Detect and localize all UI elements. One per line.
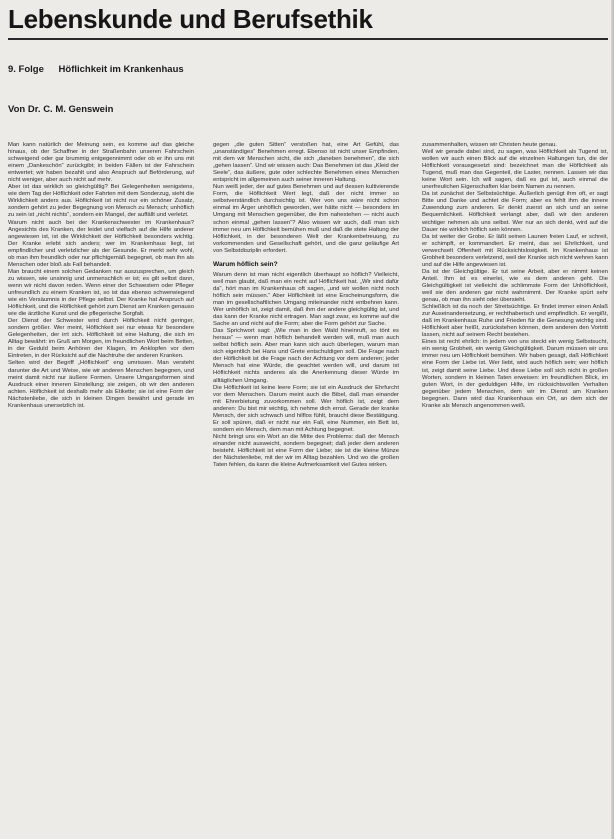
paragraph: Da ist weiter der Grobe. Er läßt seinen Launen freien Lauf, er schreit, er schimpft, er kommandiert. Er meint, das sei Ehrlichkeit, und verwechselt Offenheit mit Rücksichtslosigkeit. Im Krankenhaus ist Grobheit besonders verletzend, weil der Kranke sich nicht wehren kann und auf die Hilfe angewiesen ist. — [422, 233, 608, 268]
paragraph: Die Höflichkeit ist keine leere Form; sie ist ein Ausdruck der Ehrfurcht vor dem Menschen. Darum meint auch die Bibel, daß man einander mit Ehrerbietung zuvorkommen soll. Wer höflich ist, zeigt dem anderen: Du bist mir wichtig, ich nehme dich ernst. Gerade der kranke Mensch, der sich schwach und hilflos fühlt, braucht diese Bestätigung. Er soll spüren, daß er nicht nur ein Fall, eine Nummer, ein Bett ist, sondern ein Mensch, dem man mit Achtung begegnet. — [213, 384, 399, 433]
paragraph: Nun weiß jeder, der auf gutes Benehmen und auf dessen kultivierende Form, die Höflichkeit Wert legt, daß der nicht immer so selbstverständlich durchsichtig ist. Wer von uns wäre nicht schon einmal im Ärger unhöflich geworden, wer hätte nicht — besonders im Umgang mit Menschen gegenüber, die ihm nahestehen — nicht auch schon einmal „gehen lassen“? Also wissen wir auch, daß man sich immer neu um Höflichkeit bemühen muß und daß die stete Haltung der Höflichkeit, in der besonderen Welt der Krankenbetreuung, zu vorkommenden und Gesellschaft gehört, und die ganz geläufige Art von Selbstdisziplin erfordert. — [213, 184, 399, 254]
paragraph: Der Dienst der Schwester wird durch Höflichkeit nicht geringer, sondern größer. Wer meint, Höflichkeit sei nur etwas für besondere Gelegenheiten, der irrt sich. Höflichkeit ist eine Haltung, die sich im Alltag bewährt: im Gruß am Morgen, im freundlichen Wort beim Betten, in der Geduld beim Anhören der Klagen, im Anklopfen vor dem Eintreten, in der Rücksicht auf die Nachtruhe der anderen Kranken. — [8, 318, 194, 360]
paragraph: Selten wird der Begriff „Höflichkeit“ eng umrissen. Man versteht darunter die Art und Weise, wie wir anderen Menschen begegnen, und meint damit nicht nur äußere Formen. Unsere Umgangsformen sind Ausdruck einer inneren Einstellung; sie zeigen, ob wir den anderen achten. Höflichkeit ist deshalb mehr als Etikette; sie ist eine Form der Nächstenliebe, die sich in kleinen Dingen bewährt und gerade im Krankenhaus unersetzlich ist. — [8, 360, 194, 409]
paragraph: Man kann natürlich der Meinung sein, es komme auf das gleiche hinaus, ob der Schaffner in der Straßenbahn unseren Fahrschein schweigend oder gar brummig entgegennimmt oder ob er ihn uns mit einem „Dankeschön“ zurückgibt; in beiden Fällen ist der Fahrschein entwertet; wir haben bezahlt und also Anspruch auf Beförderung, auf nicht weniger, aber auch nicht auf mehr. — [8, 142, 194, 184]
article-subtitle — [8, 64, 196, 75]
paragraph: Warum nicht auch bei der Krankenschwester im Krankenhaus? Angesichts des Kranken, der leidet und vielfach auf die Hilfe anderer angewiesen ist, ist die Wirklichkeit der Höflichkeit besonders wichtig. Der Kranke erlebt sich anders; wer im Krankenhaus liegt, ist empfindlicher und verletzlicher als der Gesunde. Er merkt sehr wohl, ob man ihm freundlich oder nur pflichtgemäß begegnet, ob man ihn als Menschen oder bloß als Fall behandelt. — [8, 219, 194, 268]
paragraph: Das Sprichwort sagt: „Wie man in den Wald hineinruft, so tönt es heraus“ — wenn man höflich behandelt werden will, muß man auch selbst höflich sein. Aber man kann sich auch überlegen, warum man sich eigentlich bei Hans und Grete entschuldigen soll. Die Frage nach der Höflichkeit ist die Frage nach der Achtung vor dem anderen; jeder Mensch hat eine Würde, die geachtet werden will, und darum ist Höflichkeit nichts anderes als die Anerkennung dieser Würde im alltäglichen Umgang. — [213, 328, 399, 384]
series-topic: Höflichkeit im Krankenhaus — [58, 64, 184, 75]
paragraph: Eines ist recht ehrlich: in jedem von uns steckt ein wenig Selbstsucht, ein wenig Grobheit, ein wenig Gleichgültigkeit. Darum müssen wir uns immer neu um Höflichkeit bemühen. Wir haben gesagt, daß Höflichkeit eine Form der Liebe ist. Wer liebt, wird auch höflich sein; wer höflich ist, zeigt damit seine Liebe. Und diese Liebe soll sich nicht in großen Worten, sondern in kleinen Taten erweisen: im freundlichen Blick, im guten Wort, in der geduldigen Hilfe, im rücksichtsvollen Verhalten gegenüber jedem Menschen, dem wir im Dienst am Kranken begegnen. Dann wird das Krankenhaus ein Ort, an dem sich der Kranke als Mensch angenommen weiß. — [422, 339, 608, 409]
paragraph: Schließlich ist da noch der Streitsüchtige. Er findet immer einen Anlaß zur Auseinandersetzung, er rechthaberisch und empfindlich. Er vergißt, daß im Krankenhaus Ruhe und Frieden für die Genesung wichtig sind. Höflichkeit aber heißt, zurückstehen können, dem anderen den Vortritt lassen, nicht auf seinem Recht bestehen. — [422, 304, 608, 339]
paragraph: Nicht bringt uns ein Wort an die Mitte des Problems: daß der Mensch einander nicht ausweicht, sondern begegnet; daß jeder dem anderen beisteht. Höflichkeit ist eine Form der Liebe; sie ist die kleine Münze der Nächstenliebe, mit der wir im Alltag bezahlen. Und wo die großen Taten fehlen, da kann die kleine Aufmerksamkeit viel Gutes wirken. — [213, 433, 399, 469]
paragraph: Da ist der Gleichgültige. Er tut seine Arbeit, aber er nimmt keinen Anteil. Ihm ist es einerlei, wie es dem anderen geht. Die Gleichgültigkeit ist vielleicht die schlimmste Form der Unhöflichkeit, weil sie den anderen gar nicht wahrnimmt. Der Kranke spürt sehr genau, ob man ihn sieht oder übersieht. — [422, 268, 608, 304]
column-3 — [422, 142, 608, 834]
column-1 — [8, 142, 194, 834]
paragraph: zusammenhalten, wissen wir Christen heute genau. — [422, 142, 557, 148]
author-byline: Von Dr. C. M. Genswein — [8, 104, 114, 115]
article-body — [8, 142, 608, 834]
paragraph: Aber ist das wirklich so gleichgültig? Bei Gelegenheiten wenigstens, wie dem Tag der Höflichkeit oder Fahrten mit dem Sonderzug, sieht die Wirklichkeit anders aus. Höflichkeit ist nicht nur ein schöner Zusatz, sondern gehört zu jeder Begegnung von Mensch zu Mensch; unhöflich zu sein ist „nicht nichts“, sondern ein Mangel, der auffällt und verletzt. — [8, 184, 194, 219]
title-underline — [8, 38, 608, 40]
paragraph: Warum denn ist man nicht eigentlich überhaupt so höflich? Vielleicht, weil man glaubt, daß man ein recht auf Höflichkeit hat. „Wir sind dafür da“, hört man im Krankenhaus oft sagen, „und wir wollen nicht noch höflich sein müssen.“ Aber Höflichkeit ist eine Erscheinungsform, die man im gesellschaftlichen Umgang miteinander nicht entbehren kann. Wer unhöflich ist, zeigt damit, daß ihm der andere gleichgültig ist, und das kann der Kranke nicht ertragen. Man sagt zwar, es komme auf die Sache an und nicht auf die Form; aber die Form gehört zur Sache. — [213, 271, 399, 328]
paragraph: gegen „die guten Sitten“ verstoßen hat, eine Art Gefühl, das „unanständiges“ Benehmen erregt. Ebenso ist nicht unser Empfinden, mit dem wir Menschen sicht, die sich „daneben benehmen“, die sich „gehen lassen“. Und wir wissen auch: Das Benehmen ist das „Kleid der Seele“, das äußere, gute oder schlechte Benehmen eines Menschen entspricht im allgemeinen auch seiner inneren Haltung. — [213, 142, 399, 184]
series-part: 9. Folge — [8, 64, 44, 75]
paragraph: Weil wir gerade dabei sind, zu sagen, was Höflichkeit als Tugend ist, wollen wir auch einen Blick auf die einzelnen Haltungen tun, die der Höflichkeit vorausgesetzt sind: bezeichnet man die Höflichkeit als Tugend, muß man das Gegenteil, die Laster, nennen. Lassen wir das keine Wort sein. Ich will sagen, daß es gut ist, auch einmal die unerfreulichen Eigenschaften klar beim Namen zu nennen. — [422, 149, 608, 191]
column-2 — [213, 142, 399, 834]
section-heading: Warum höflich sein? — [213, 260, 278, 268]
article-title: Lebenskunde und Berufsethik — [8, 4, 373, 34]
paragraph: Da ist zunächst der Selbstsüchtige. Äußerlich genügt ihm oft, er sagt Bitte und Danke und achtet die Form; aber es fehlt ihm die innere Zuwendung zum anderen. Er denkt zuerst an sich und an seine Bequemlichkeit. Höflichkeit verlangt aber, daß wir den anderen wichtiger nehmen als uns selbst. Wer nur an sich denkt, wird auf die Dauer nie wirklich höflich sein können. — [422, 191, 608, 233]
paragraph: Man braucht einem solchen Gedanken nur auszusprechen, um gleich zu wissen, wie unsinnig und unmenschlich er ist; es gilt selbst dann, wenn wir nicht davon reden. Wenn einer der Schwestern oder Pfleger unfreundlich zu einem Kranken ist, so ist das ebenso schwerwiegend wie ein Versäumnis in der Pflege selbst. Der Kranke hat Anspruch auf Höflichkeit, und die Höflichkeit gehört zum Dienst am Kranken genauso wie die ärztliche Kunst und die pflegerische Sorgfalt. — [8, 268, 194, 318]
